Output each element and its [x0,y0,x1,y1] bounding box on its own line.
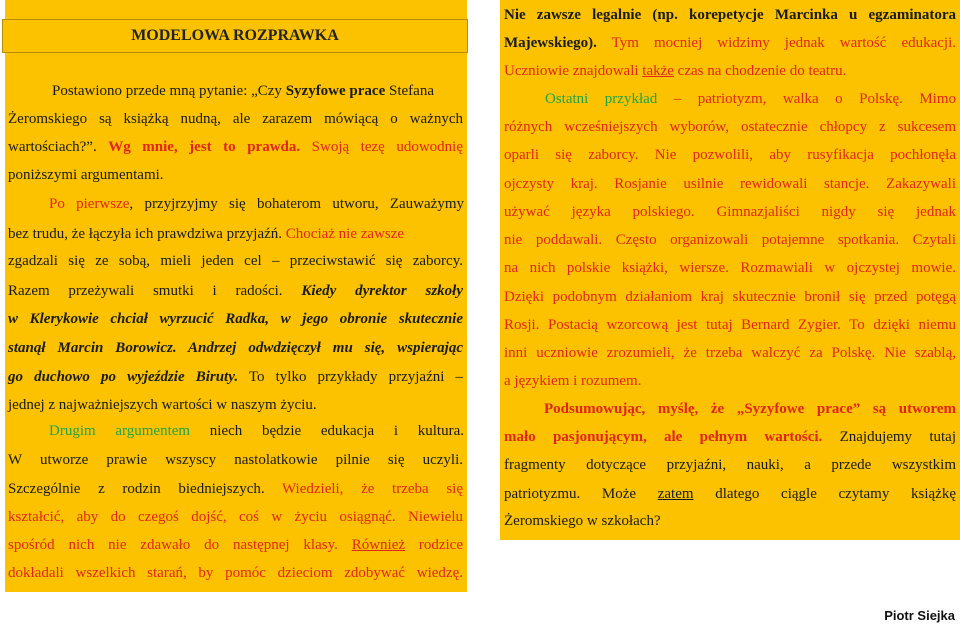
text-line: dokładali wszelkich starań, by pomóc dzieciom zdobywać wiedzę. [8,565,463,581]
text-line: Żeromskiego są książką nudną, ale zarazem mówiącą o ważnych [8,111,463,127]
text-line: patriotyzmu. Może zatem dlatego ciągle czytamy książkę [504,486,956,502]
left-text-panel [5,0,467,592]
text-line: Razem przeżywali smutki i radości. Kiedy dyrektor szkoły [8,283,463,299]
text-line: zgadzali się ze sobą, mieli jeden cel – przeciwstawić się zaborcy. [8,253,463,269]
text-line: Uczniowie znajdowali także czas na chodzenie do teatru. [504,63,847,79]
text-line: Szczególnie z rodzin biedniejszych. Wiedzieli, że trzeba się [8,481,463,497]
text-line: kształcić, aby do czegoś dojść, coś w życiu osiągnąć. Niewielu [8,509,463,525]
text-line: spośród nich nie zdawało do następnej klasy. Również rodzice [8,537,463,553]
text-line: oparli się zaborcy. Nie pozwolili, aby rusyfikacja pochłonęła [504,147,956,163]
right-text-panel [500,0,960,540]
text-line: różnych wcześniejszych wyborów, ostatecznie chłopcy z sukcesem [504,119,956,135]
text-line: Nie zawsze legalnie (np. korepetycje Marcinka u egzaminatora [504,7,956,23]
text-line: jednej z najważniejszych wartości w naszym życiu. [8,397,317,413]
text-line: ojczysty kraj. Rosjanie usilnie rewidowali stancje. Zakazywali [504,176,956,192]
page-title: MODELOWA ROZPRAWKA [2,19,468,53]
text-line: Dzięki podobnym działaniom kraj skutecznie bronił się przed potęgą [504,289,956,305]
text-line: a językiem i rozumem. [504,373,642,389]
text-line: w Klerykowie chciał wyrzucić Radka, w jego obronie skutecznie [8,311,463,327]
text-line: nie poddawali. Często organizowali potajemne spotkania. Czytali [504,232,956,248]
text-line: wartościach?”. Wg mnie, jest to prawda. Swoją tezę udowodnię [8,139,463,155]
text-line: go duchowo po wyjeździe Biruty. To tylko przykłady przyjaźni – [8,369,463,385]
text-line: Podsumowując, myślę, że „Syzyfowe prace” są utworem [544,401,956,417]
text-line: na nich polskie książki, wiersze. Rozmawiali w ojczystej mowie. [504,260,956,276]
text-line: Ostatni przykład – patriotyzm, walka o Polskę. Mimo [545,91,956,107]
text-line: Majewskiego). Tym mocniej widzimy jednak wartość edukacji. [504,35,956,51]
text-line: Drugim argumentem niech będzie edukacja i kultura. [49,423,465,439]
text-line: W utworze prawie wszyscy nastolatkowie pilnie się uczyli. [8,452,463,468]
text-line: stanął Marcin Borowicz. Andrzej odwdzięczył mu się, wspierając [8,340,463,356]
text-line: fragmenty dotyczące przyjaźni, nauki, a przede wszystkim [504,457,956,473]
text-line: używać języka polskiego. Gimnazjaliści nigdy się jednak [504,204,956,220]
text-line: poniższymi argumentami. [8,167,164,183]
author-signature: Piotr Siejka [884,608,955,623]
text-line: mało pasjonującym, ale pełnym wartości. Znajdujemy tutaj [504,429,957,445]
text-line: Postawiono przede mną pytanie: „Czy Syzyfowe prace Stefana [52,83,434,99]
text-line: Po pierwsze, przyjrzyjmy się bohaterom utworu, Zauważymy [49,196,464,212]
text-line: Żeromskiego w szkołach? [504,513,661,529]
text-line: Rosji. Postacią wzorcową jest tutaj Bernard Zygier. To dzięki niemu [504,317,956,333]
text-line: bez trudu, że łączyła ich prawdziwa przyjaźń. Chociaż nie zawsze [8,226,405,242]
text-line: inni uczniowie zrozumieli, że trzeba walczyć za Polskę. Nie szablą, [504,345,956,361]
